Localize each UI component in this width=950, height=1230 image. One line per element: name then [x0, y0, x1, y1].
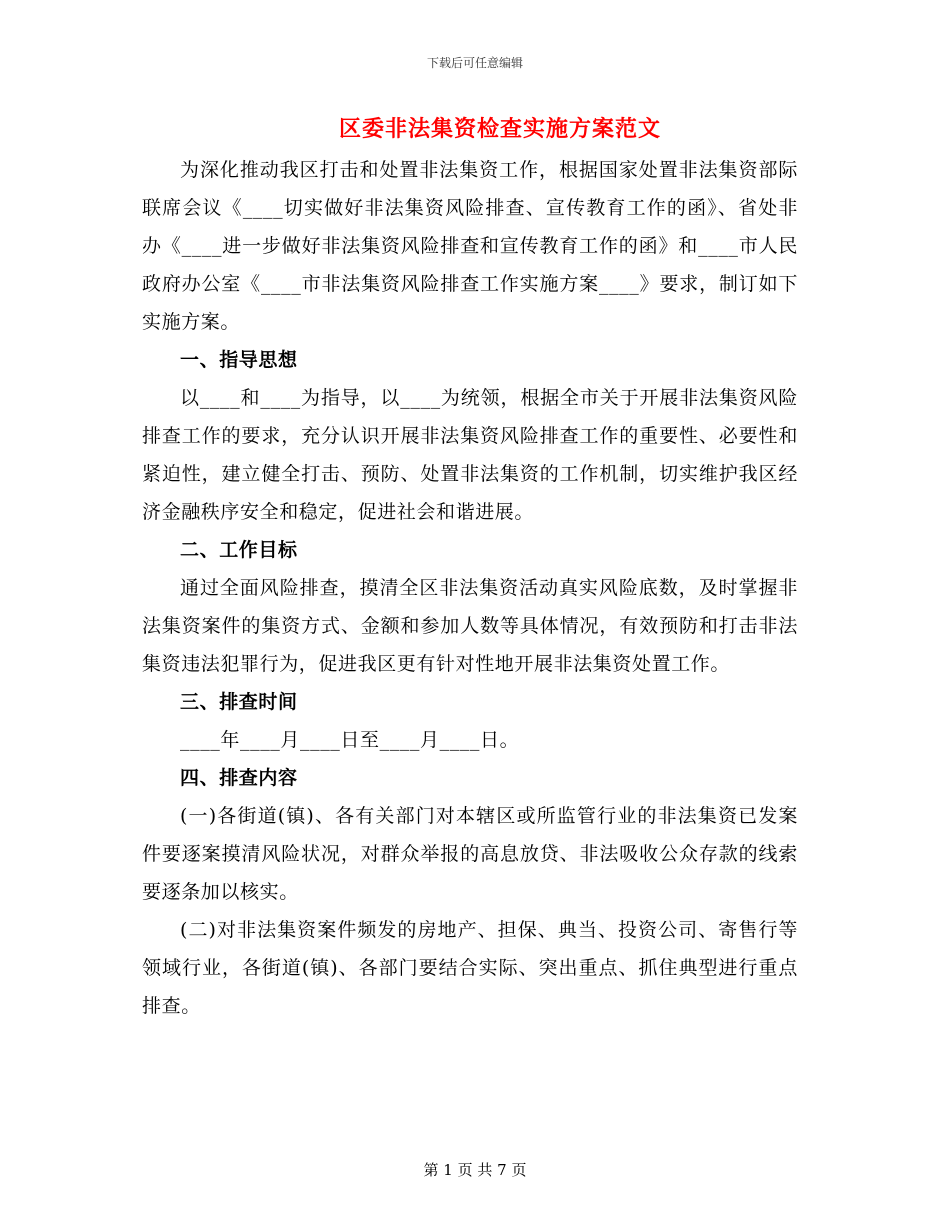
intro-paragraph: 为深化推动我区打击和处置非法集资工作，根据国家处置非法集资部际联席会议《____切实做好非法集资风险排查、宣传教育工作的函》、省处非办《____进一步做好非法集资风险排查和宣传教育工作的函》和____市人民政府办公室《____市非法集资风险排查工作实施方案____》要求，制订如下实施方案。 — [142, 159, 798, 333]
document-title: 区委非法集资检查实施方案范文 — [338, 116, 661, 142]
work-goal-paragraph: 通过全面风险排查，摸清全区非法集资活动真实风险底数，及时掌握非法集资案件的集资方式、金额和参加人数等具体情况，有效预防和打击非法集资违法犯罪行为，促进我区更有针对性地开展非法集资处置工作。 — [142, 577, 798, 675]
document-body — [142, 151, 798, 1025]
section-heading-guiding-thought: 一、指导思想 — [180, 349, 298, 371]
inspection-content-item-2: (二)对非法集资案件频发的房地产、担保、典当、投资公司、寄售行等领域行业，各街道(镇)、各部门要结合实际、突出重点、抓住典型进行重点排查。 — [142, 919, 798, 1017]
inspection-content-item-1: (一)各街道(镇)、各有关部门对本辖区或所监管行业的非法集资已发案件要逐案摸清风险状况，对群众举报的高息放贷、非法吸收公众存款的线索要逐条加以核实。 — [142, 805, 798, 903]
page-footer: 第 1 页 共 7 页 — [423, 1161, 527, 1179]
guiding-thought-paragraph: 以____和____为指导，以____为统领，根据全市关于开展非法集资风险排查工作的要求，充分认识开展非法集资风险排查工作的重要性、必要性和紧迫性，建立健全打击、预防、处置非法集资的工作机制，切实维护我区经济金融秩序安全和稳定，促进社会和谐进展。 — [142, 387, 798, 523]
header-note: 下载后可任意编辑 — [426, 56, 523, 70]
section-heading-inspection-time: 三、排查时间 — [180, 691, 298, 713]
section-heading-inspection-content: 四、排查内容 — [180, 767, 298, 789]
inspection-time-paragraph: ____年____月____日至____月____日。 — [180, 729, 520, 751]
section-heading-work-goal: 二、工作目标 — [180, 539, 298, 561]
